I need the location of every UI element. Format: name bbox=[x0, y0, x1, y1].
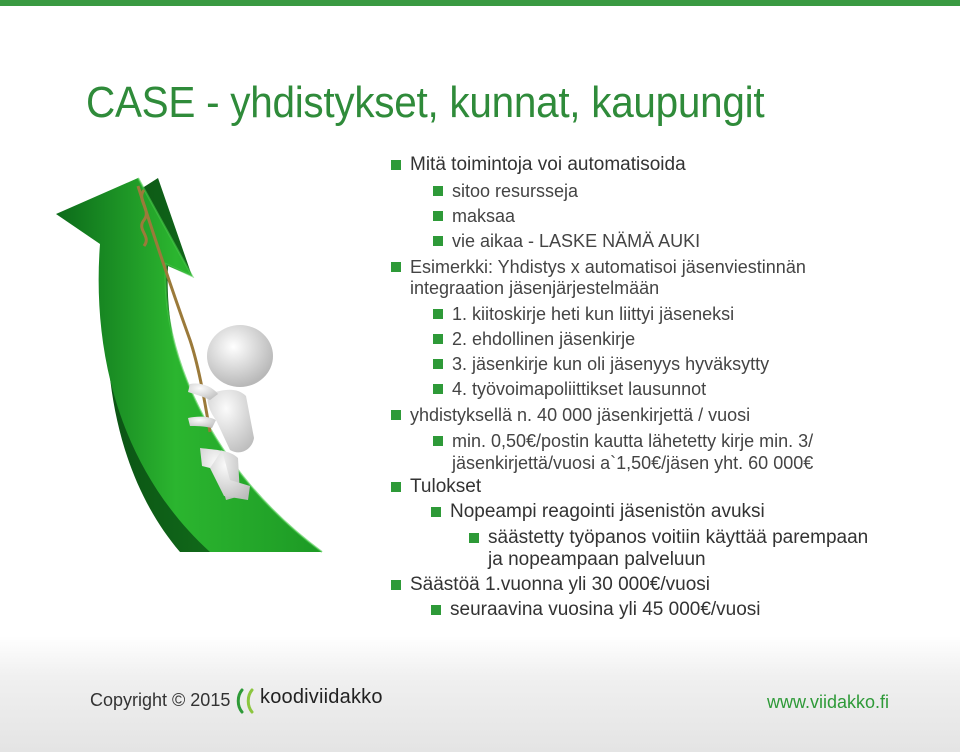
bullet-item: 2. ehdollinen jäsenkirje bbox=[452, 328, 635, 350]
bullet-continuation: integraation jäsenjärjestelmään bbox=[410, 278, 660, 298]
bullet-item: 3. jäsenkirje kun oli jäsenyys hyväksytty bbox=[452, 353, 769, 375]
website-link[interactable]: www.viidakko.fi bbox=[767, 692, 890, 712]
bullet-square-icon bbox=[391, 262, 401, 272]
logo-text: koodiviidakko bbox=[260, 686, 383, 708]
bullet-continuation: ja nopeampaan palveluun bbox=[488, 549, 706, 570]
bullet-square-icon bbox=[431, 605, 441, 615]
bullet-item: Tulokset bbox=[410, 476, 481, 498]
bullet-square-icon bbox=[391, 580, 401, 590]
bullet-item: vie aikaa - LASKE NÄMÄ AUKI bbox=[452, 230, 700, 252]
bullet-item: 1. kiitoskirje heti kun liittyi jäseneksi bbox=[452, 303, 734, 325]
slide-title: CASE - yhdistykset, kunnat, kaupungit bbox=[86, 78, 765, 127]
bullet-item: 4. työvoimapoliittikset lausunnot bbox=[452, 378, 706, 400]
bullet-item: Nopeampi reagointi jäsenistön avuksi bbox=[450, 501, 765, 523]
bullet-square-icon bbox=[469, 533, 479, 543]
bullet-square-icon bbox=[433, 211, 443, 221]
bullet-item: seuraavina vuosina yli 45 000€/vuosi bbox=[450, 599, 761, 621]
bullet-item: säästetty työpanos voitiin käyttää parempaan bbox=[488, 527, 868, 549]
copyright-text: Copyright © 2015 bbox=[90, 690, 231, 710]
bullet-square-icon bbox=[391, 482, 401, 492]
bullet-item: min. 0,50€/postin kautta lähetetty kirje min. 3/ bbox=[452, 430, 813, 452]
bullet-square-icon bbox=[433, 359, 443, 369]
koodiviidakko-logo-mark-icon bbox=[236, 688, 258, 714]
bullet-square-icon bbox=[433, 236, 443, 246]
bullet-square-icon bbox=[391, 410, 401, 420]
bullet-continuation: jäsenkirjettä/vuosi a`1,50€/jäsen yht. 60 000€ bbox=[452, 453, 814, 473]
bullet-item: Esimerkki: Yhdistys x automatisoi jäsenviestinnän bbox=[410, 256, 806, 278]
bullet-square-icon bbox=[433, 309, 443, 319]
bullet-square-icon bbox=[433, 436, 443, 446]
bullet-square-icon bbox=[433, 334, 443, 344]
bullet-item: Mitä toimintoja voi automatisoida bbox=[410, 154, 686, 176]
bullet-item: Säästöä 1.vuonna yli 30 000€/vuosi bbox=[410, 574, 710, 596]
bullet-square-icon bbox=[431, 507, 441, 517]
bullet-square-icon bbox=[391, 160, 401, 170]
bullet-square-icon bbox=[433, 186, 443, 196]
bullet-item: maksaa bbox=[452, 205, 515, 227]
bullet-item: yhdistyksellä n. 40 000 jäsenkirjettä / vuosi bbox=[410, 404, 750, 426]
bullet-square-icon bbox=[433, 384, 443, 394]
bullet-item: sitoo resursseja bbox=[452, 180, 578, 202]
